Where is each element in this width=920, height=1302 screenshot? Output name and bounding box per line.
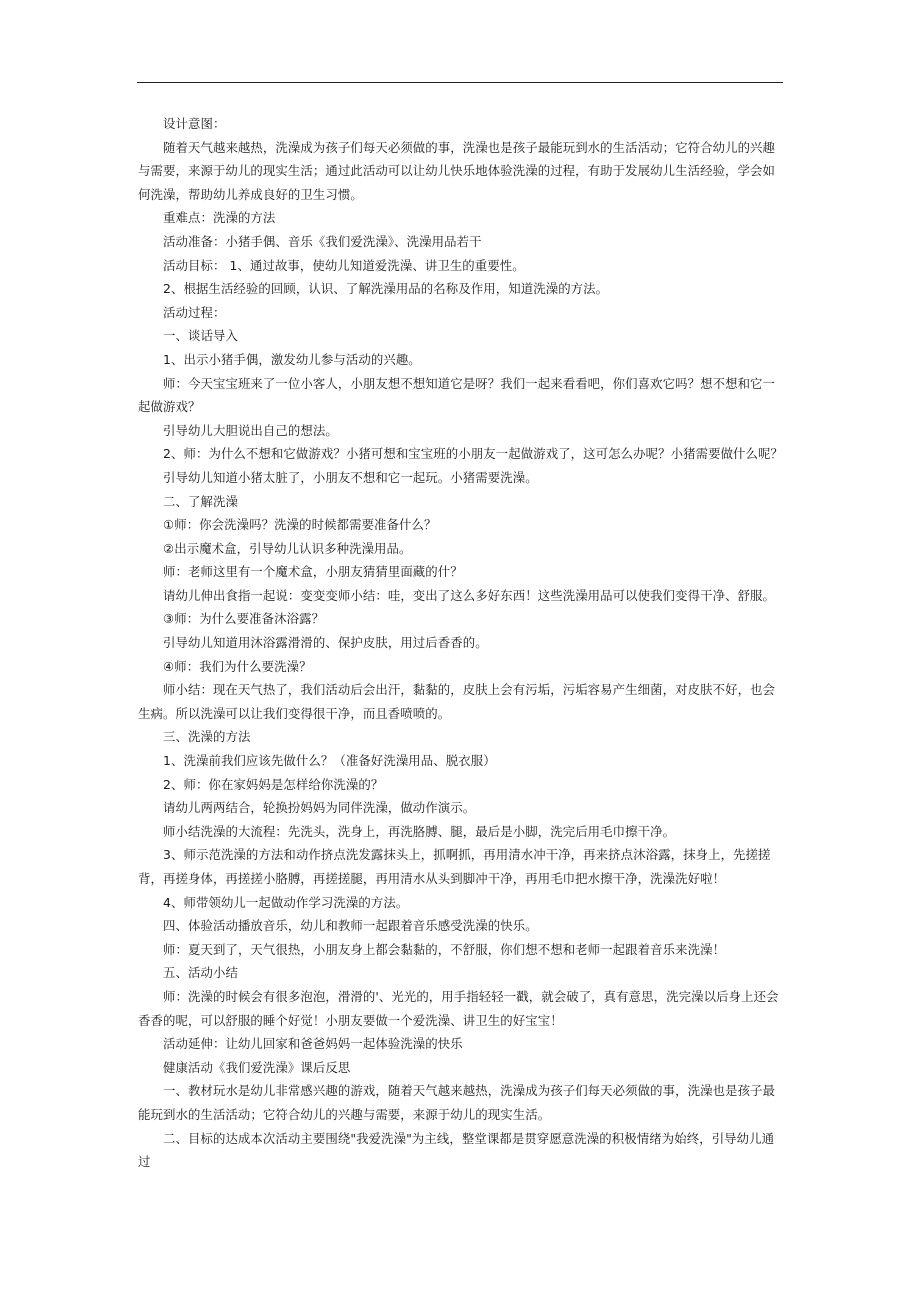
paragraph: 引导幼儿大胆说出自己的想法。 <box>163 422 338 438</box>
paragraph: 二、了解洗澡 <box>163 493 238 509</box>
document-body <box>138 112 784 1174</box>
paragraph: 2、根据生活经验的回顾，认识、了解洗澡用品的名称及作用，知道洗澡的方法。 <box>163 281 609 297</box>
paragraph: 引导幼儿知道小猪太脏了，小朋友不想和它一起玩。小猪需要洗澡。 <box>163 469 538 485</box>
paragraph: 4、师带领幼儿一起做动作学习洗澡的方法。 <box>163 894 409 910</box>
paragraph: ①师：你会洗澡吗？洗澡的时候都需要准备什么？ <box>163 517 437 533</box>
paragraph: 活动目标： 1、通过故事，使幼儿知道爱洗澡、讲卫生的重要性。 <box>163 257 525 273</box>
paragraph: 师：老师这里有一个魔术盒，小朋友猜猜里面藏的什？ <box>163 564 463 580</box>
paragraph: 三、洗澡的方法 <box>163 729 251 745</box>
paragraph: 2、师：你在家妈妈是怎样给你洗澡的？ <box>163 776 384 792</box>
paragraph: 二、目标的达成本次活动主要围绕"我爱洗澡"为主线，整堂课都是贯穿愿意洗澡的积极情绪为始终，引导幼儿通过 <box>138 1130 775 1170</box>
paragraph: 活动准备：小猪手偶、音乐《我们爱洗澡》、洗澡用品若干 <box>163 233 482 249</box>
paragraph: 师小结洗澡的大流程：先洗头，洗身上，再洗胳膊、腿，最后是小脚，洗完后用毛巾擦干净。 <box>163 823 676 839</box>
paragraph: 引导幼儿知道用沐浴露滑滑的、保护皮肤，用过后香香的。 <box>163 635 488 651</box>
paragraph: 一、教材玩水是幼儿非常感兴趣的游戏，随着天气越来越热，洗澡成为孩子们每天必须做的事，洗澡也是孩子最能玩到水的生活活动；它符合幼儿的兴趣与需要，来源于幼儿的现实生活。 <box>138 1083 776 1122</box>
paragraph: 活动延伸：让幼儿回家和爸爸妈妈一起体验洗澡的快乐 <box>163 1036 463 1052</box>
paragraph: 1、洗澡前我们应该先做什么？（准备好洗澡用品、脱衣服） <box>163 753 496 769</box>
paragraph: 请幼儿伸出食指一起说：变变变师小结：哇，变出了这么多好东西！这些洗澡用品可以使我们变得干净、舒服。 <box>163 587 776 603</box>
paragraph: ③师：为什么要准备沐浴露？ <box>163 611 325 627</box>
paragraph: 设计意图： <box>163 116 226 131</box>
paragraph: 1、出示小猪手偶，激发幼儿参与活动的兴趣。 <box>163 351 421 367</box>
paragraph: 请幼儿两两结合，轮换扮妈妈为同伴洗澡，做动作演示。 <box>163 800 476 816</box>
paragraph: ②出示魔术盒，引导幼儿认识多种洗澡用品。 <box>163 540 412 556</box>
paragraph: 3、师示范洗澡的方法和动作挤点洗发露抹头上，抓啊抓，再用清水冲干净，再来挤点沐浴露，抹身上，先搓搓背，再搓身体，再搓搓小胳膊，再搓搓腿，再用清水从头到脚冲干净，再用毛巾把水擦干净，洗澡洗好啦！ <box>138 847 771 886</box>
paragraph: 一、谈话导入 <box>163 328 238 344</box>
paragraph: 随着天气越来越热，洗澡成为孩子们每天必须做的事，洗澡也是孩子最能玩到水的生活活动；它符合幼儿的兴趣与需要，来源于幼儿的现实生活；通过此活动可以让幼儿快乐地体验洗澡的过程，有助于发展幼儿生活经验，学会如何洗澡，帮助幼儿养成良好的卫生习惯。 <box>138 139 776 202</box>
paragraph: 四、体验活动播放音乐，幼儿和教师一起跟着音乐感受洗澡的快乐。 <box>163 918 538 934</box>
paragraph: 师：洗澡的时候会有很多泡泡，滑滑的'、光光的，用手指轻轻一戳，就会破了，真有意思，洗完澡以后身上还会香香的呢，可以舒服的睡个好觉！小朋友要做一个爱洗澡、讲卫生的好宝宝！ <box>138 988 779 1028</box>
paragraph: 重难点：洗澡的方法 <box>163 210 276 226</box>
paragraph: 活动过程： <box>163 304 226 320</box>
paragraph: 健康活动《我们爱洗澡》课后反思 <box>163 1059 351 1075</box>
paragraph: 五、活动小结 <box>163 965 238 981</box>
paragraph: 师：今天宝宝班来了一位小客人，小朋友想不想知道它是呀？我们一起来看看吧，你们喜欢它吗？想不想和它一起做游戏？ <box>138 375 776 415</box>
paragraph: 师小结：现在天气热了，我们活动后会出汗，黏黏的，皮肤上会有污垢，污垢容易产生细菌，对皮肤不好，也会生病。所以洗澡可以让我们变得很干净，而且香喷喷的。 <box>138 682 776 721</box>
header-rule <box>137 82 783 83</box>
paragraph: 师：夏天到了，天气很热，小朋友身上都会黏黏的，不舒服，你们想不想和老师一起跟着音乐来洗澡！ <box>163 941 726 957</box>
paragraph: ④师：我们为什么要洗澡？ <box>163 658 312 674</box>
paragraph: 2、师：为什么不想和它做游戏？小猪可想和宝宝班的小朋友一起做游戏了，这可怎么办呢？小猪需要做什么呢？ <box>163 446 784 462</box>
